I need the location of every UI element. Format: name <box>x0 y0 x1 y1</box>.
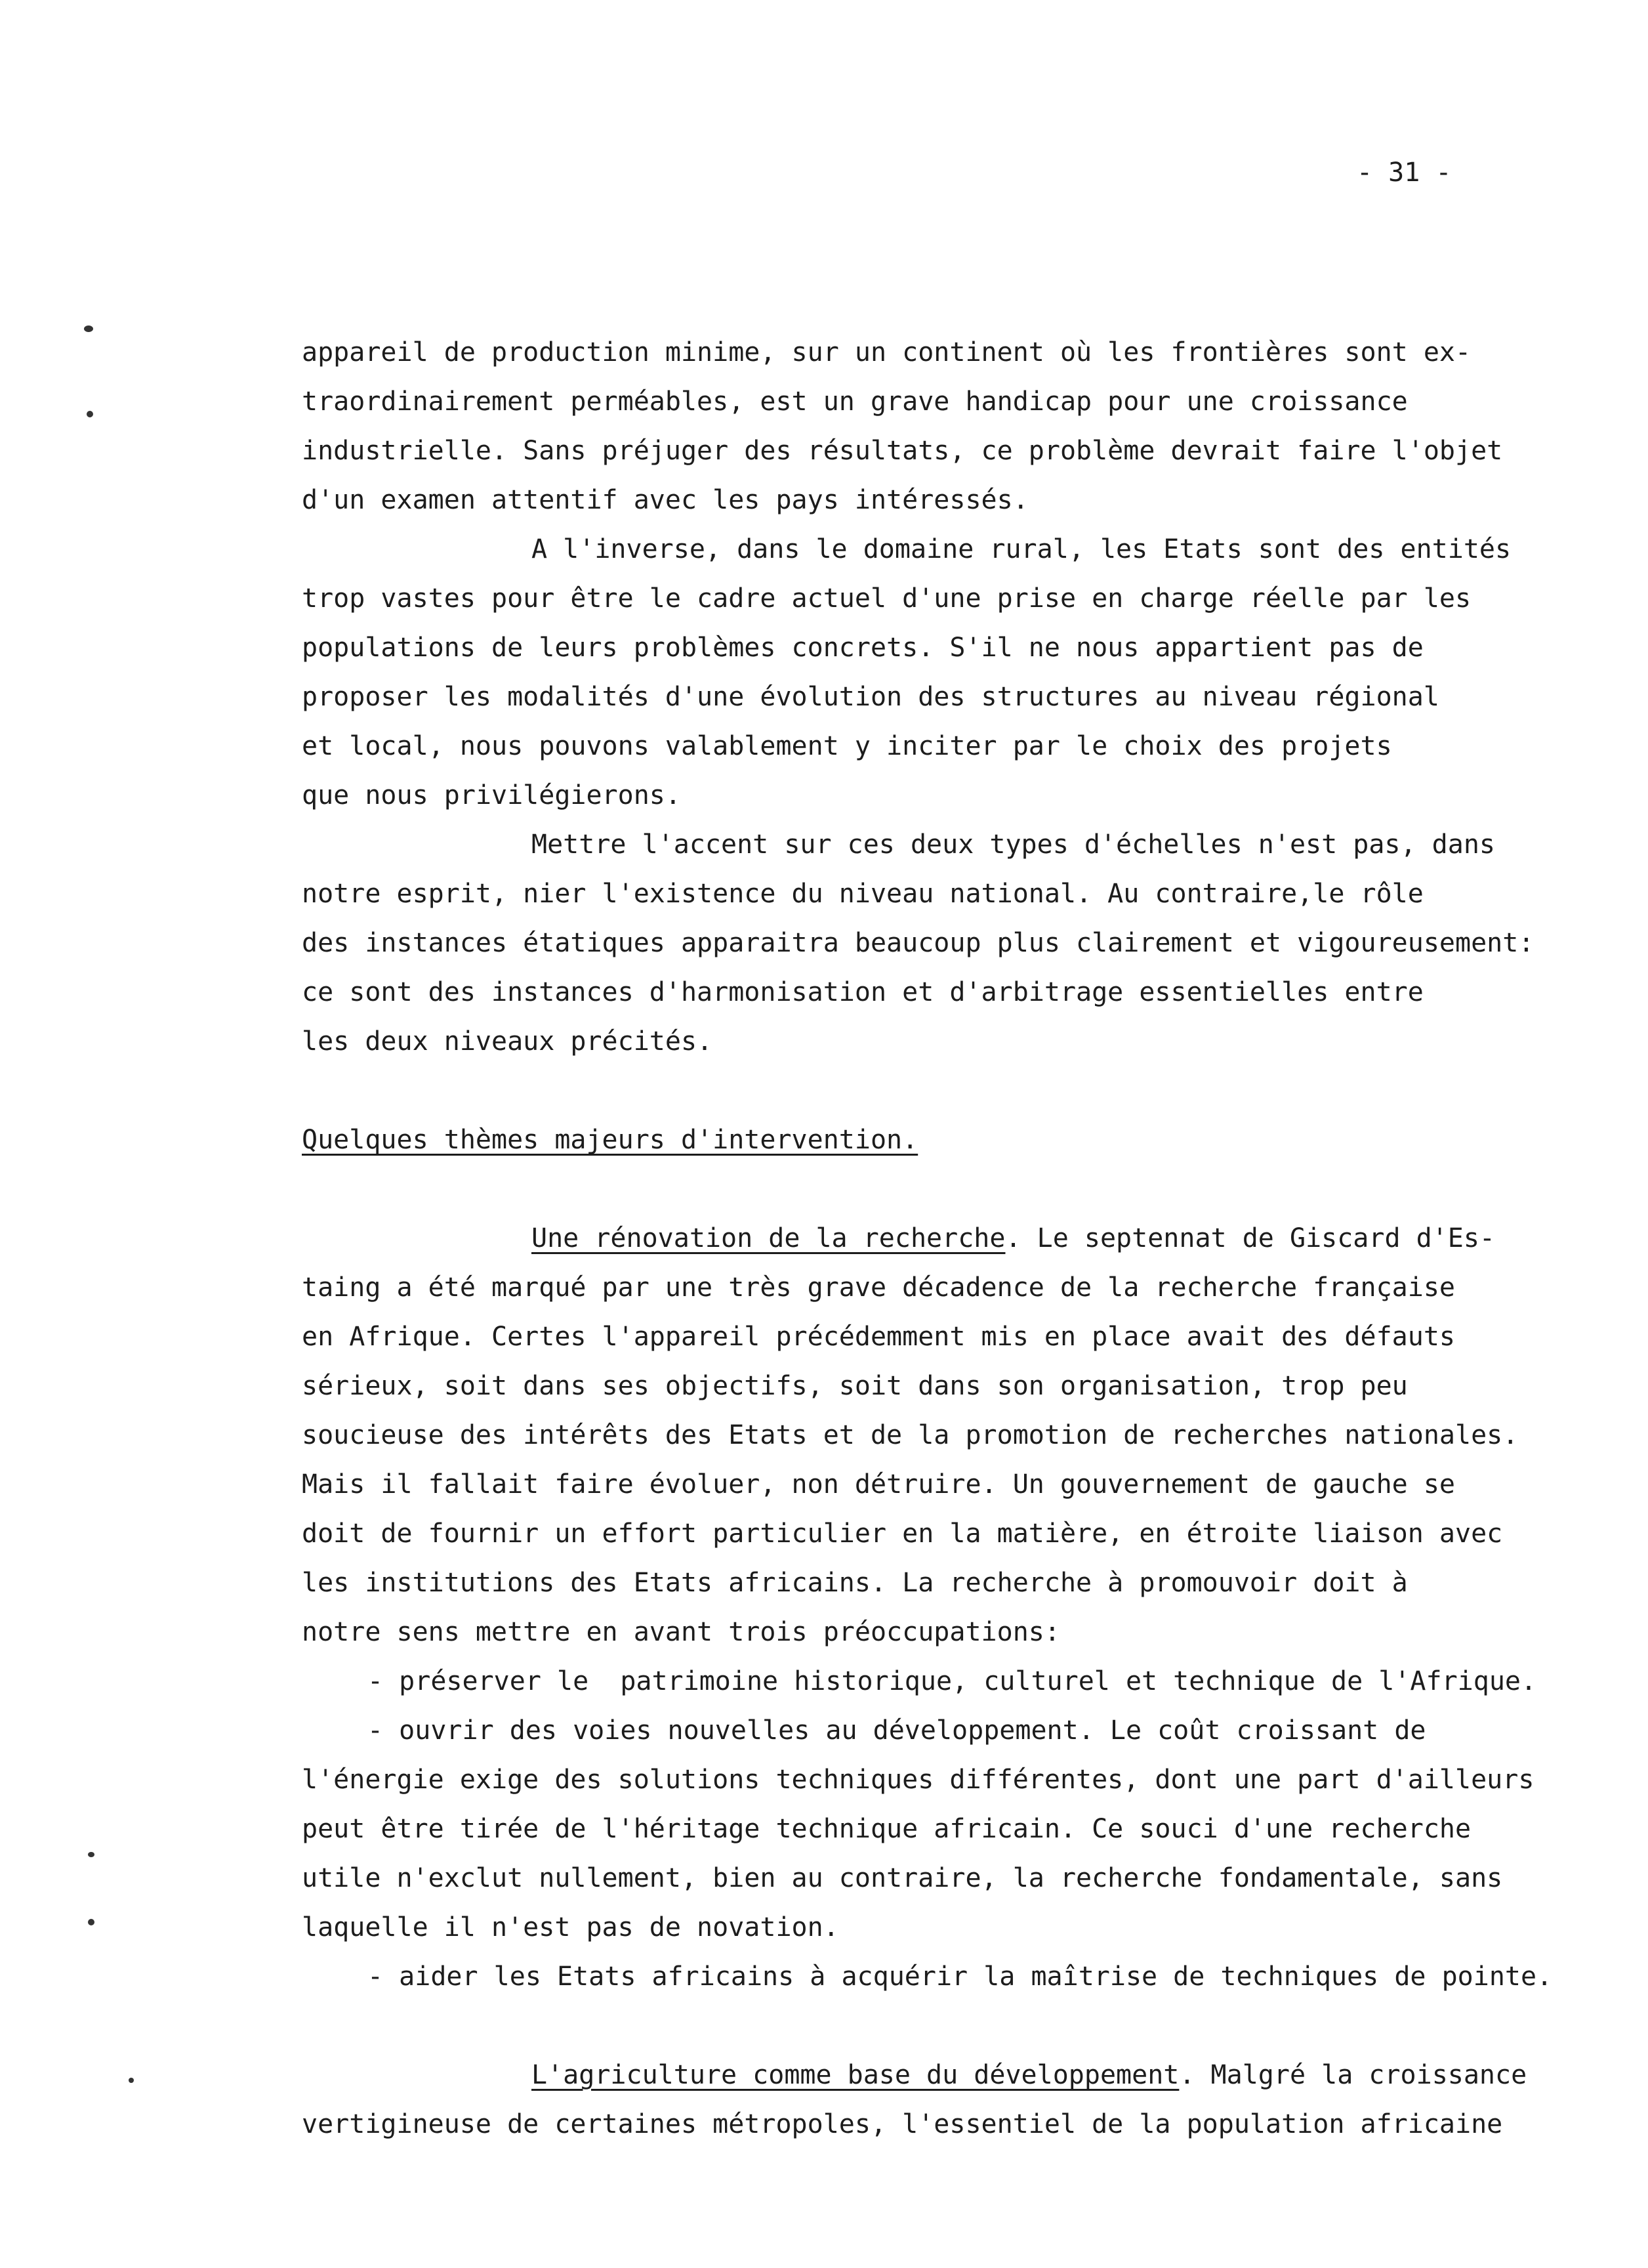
text-line: et local, nous pouvons valablement y inciter par le choix des projets <box>302 731 1392 761</box>
page-number: - 31 - <box>1357 158 1452 188</box>
text-line: taing a été marqué par une très grave décadence de la recherche française <box>302 1272 1455 1303</box>
text-line: vertigineuse de certaines métropoles, l'essentiel de la population africaine <box>302 2109 1503 2139</box>
list-item: - aider les Etats africains à acquérir la maîtrise de techniques de pointe. <box>367 1962 1553 1992</box>
text-line: sérieux, soit dans ses objectifs, soit dans son organisation, trop peu <box>302 1371 1408 1401</box>
text-line: que nous privilégierons. <box>302 780 681 810</box>
text-line: l'énergie exige des solutions techniques différentes, dont une part d'ailleurs <box>302 1765 1535 1795</box>
text-line: notre esprit, nier l'existence du niveau national. Au contraire,le rôle <box>302 879 1424 909</box>
section-heading: Quelques thèmes majeurs d'intervention. <box>302 1125 918 1155</box>
text-line: peut être tirée de l'héritage technique africain. Ce souci d'une recherche <box>302 1814 1472 1844</box>
text-line: doit de fournir un effort particulier en la matière, en étroite liaison avec <box>302 1519 1503 1549</box>
text-line: des instances étatiques apparaitra beaucoup plus clairement et vigoureusement: <box>302 928 1535 958</box>
text-line: populations de leurs problèmes concrets. S'il ne nous appartient pas de <box>302 633 1424 663</box>
paragraph-title: Une rénovation de la recherche <box>531 1223 1006 1253</box>
scan-speck <box>87 411 93 417</box>
scan-speck <box>129 2078 134 2083</box>
text-line: proposer les modalités d'une évolution des structures au niveau régional <box>302 682 1439 712</box>
text-line: traordinairement perméables, est un grave handicap pour une croissance <box>302 387 1408 417</box>
text-line <box>531 1225 1495 1251</box>
scan-speck <box>88 1852 94 1857</box>
text-line: ce sont des instances d'harmonisation et d'arbitrage essentielles entre <box>302 977 1424 1007</box>
scan-speck <box>88 1919 94 1925</box>
text-line: industrielle. Sans préjuger des résultats, ce problème devrait faire l'objet <box>302 436 1503 466</box>
text-line: utile n'exclut nullement, bien au contraire, la recherche fondamentale, sans <box>302 1863 1503 1893</box>
text-line: d'un examen attentif avec les pays intéressés. <box>302 485 1029 515</box>
text-line: Mettre l'accent sur ces deux types d'échelles n'est pas, dans <box>531 830 1496 860</box>
scan-speck <box>84 326 93 332</box>
list-item: - préserver le patrimoine historique, culturel et technique de l'Afrique. <box>367 1666 1537 1696</box>
text-line: en Afrique. Certes l'appareil précédemment mis en place avait des défauts <box>302 1322 1455 1352</box>
paragraph-title: L'agriculture comme base du développement <box>531 2060 1180 2090</box>
paragraph-lead: . Malgré la croissance <box>1179 2060 1527 2090</box>
text-line: Mais il fallait faire évoluer, non détruire. Un gouvernement de gauche se <box>302 1469 1455 1500</box>
text-line: appareil de production minime, sur un continent où les frontières sont ex- <box>302 337 1472 368</box>
text-line: A l'inverse, dans le domaine rural, les Etats sont des entités <box>531 534 1512 564</box>
text-line: les institutions des Etats africains. La recherche à promouvoir doit à <box>302 1568 1408 1598</box>
text-line: trop vastes pour être le cadre actuel d'une prise en charge réelle par les <box>302 583 1472 614</box>
text-line: laquelle il n'est pas de novation. <box>302 1912 839 1942</box>
text-line: soucieuse des intérêts des Etats et de la promotion de recherches nationales. <box>302 1420 1519 1450</box>
list-item: - ouvrir des voies nouvelles au développement. Le coût croissant de <box>367 1715 1426 1746</box>
paragraph-lead: . Le septennat de Giscard d'Es- <box>1005 1223 1496 1253</box>
text-line: les deux niveaux précités. <box>302 1026 713 1057</box>
text-line: notre sens mettre en avant trois préoccupations: <box>302 1617 1060 1647</box>
text-line <box>531 2062 1527 2088</box>
